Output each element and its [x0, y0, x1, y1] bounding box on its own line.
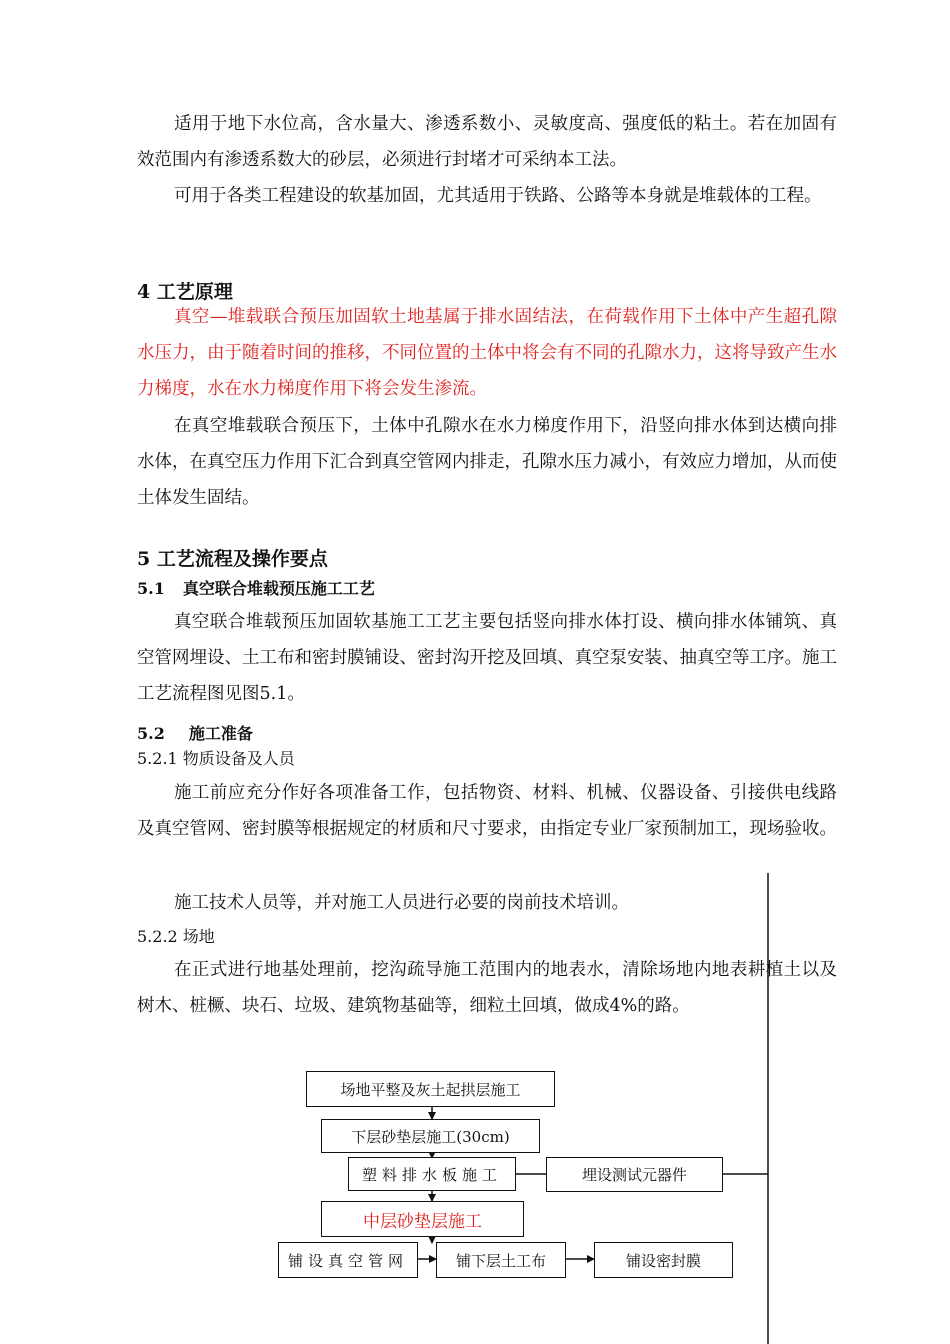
flowchart-box-lower-geotextile: 铺下层土工布: [436, 1242, 566, 1278]
intro-paragraph-2: 可用于各类工程建设的软基加固，尤其适用于铁路、公路等本身就是堆载体的工程。: [174, 186, 822, 206]
section-5-2-2-paragraph: 在正式进行地基处理前，挖沟疏导施工范围内的地表水，清除场地内地表耕植土以及树木、桩橛、块石、垃圾、建筑物基础等，细粒土回填，做成4%的路。: [137, 960, 837, 1016]
flowchart-box-sealing-membrane: 铺设密封膜: [594, 1242, 733, 1278]
intro-paragraph-1: 适用于地下水位高，含水量大、渗透系数小、灵敏度高、强度低的粘土。若在加固有效范围内有渗透系数大的砂层，必须进行封堵才可采纳本工法。: [137, 114, 837, 170]
section-4-paragraph-1: 真空—堆载联合预压加固软土地基属于排水固结法，在荷载作用下土体中产生超孔隙水压力，由于随着时间的推移，不同位置的土体中将会有不同的孔隙水力，这将导致产生水力梯度，水在水力梯度作用下将会发生渗流。: [137, 307, 837, 399]
section-5-2-title: 施工准备: [188, 724, 253, 743]
section-5-heading: 5 工艺流程及操作要点: [137, 548, 328, 570]
section-4-paragraph-2: 在真空堆载联合预压下，土体中孔隙水在水力梯度作用下，沿竖向排水体到达横向排水体，在真空压力作用下汇合到真空管网内排走，孔隙水压力减小，有效应力增加，从而使土体发生固结。: [137, 416, 837, 508]
section-5-2-1-paragraph-1: 施工前应充分作好各项准备工作，包括物资、材料、机械、仪器设备、引接供电线路及真空管网、密封膜等根据规定的材质和尺寸要求，由指定专业厂家预制加工，现场验收。: [137, 783, 837, 839]
section-5-1-paragraph: 真空联合堆载预压加固软基施工工艺主要包括竖向排水体打设、横向排水体铺筑、真空管网埋设、土工布和密封膜铺设、密封沟开挖及回填、真空泵安装、抽真空等工序。施工工艺流程图见图5.1。: [137, 612, 837, 704]
section-5-2-number: 5.2: [137, 724, 165, 743]
section-5-1-number: 5.1: [137, 579, 165, 598]
flowchart-box-plastic-drain-board: 塑料排水板施工: [348, 1157, 516, 1191]
flowchart-box-vacuum-pipe-network: 铺设真空管网: [278, 1242, 418, 1278]
section-5-2-2-heading: 5.2.2 场地: [137, 927, 215, 946]
section-5-2-1-heading: 5.2.1 物质设备及人员: [137, 749, 295, 768]
section-5-2-1-paragraph-2: 施工技术人员等，并对施工人员进行必要的岗前技术培训。: [174, 893, 629, 913]
flowchart-box-test-instruments: 埋设测试元器件: [546, 1157, 723, 1192]
flowchart-box-lower-sand-cushion: 下层砂垫层施工(30cm): [321, 1119, 540, 1153]
section-5-1-title: 真空联合堆载预压施工工艺: [182, 579, 375, 598]
section-4-heading: 4 工艺原理: [137, 281, 233, 303]
flowchart-box-middle-sand-cushion: 中层砂垫层施工: [321, 1201, 524, 1237]
flowchart-box-site-leveling: 场地平整及灰土起拱层施工: [306, 1071, 555, 1107]
